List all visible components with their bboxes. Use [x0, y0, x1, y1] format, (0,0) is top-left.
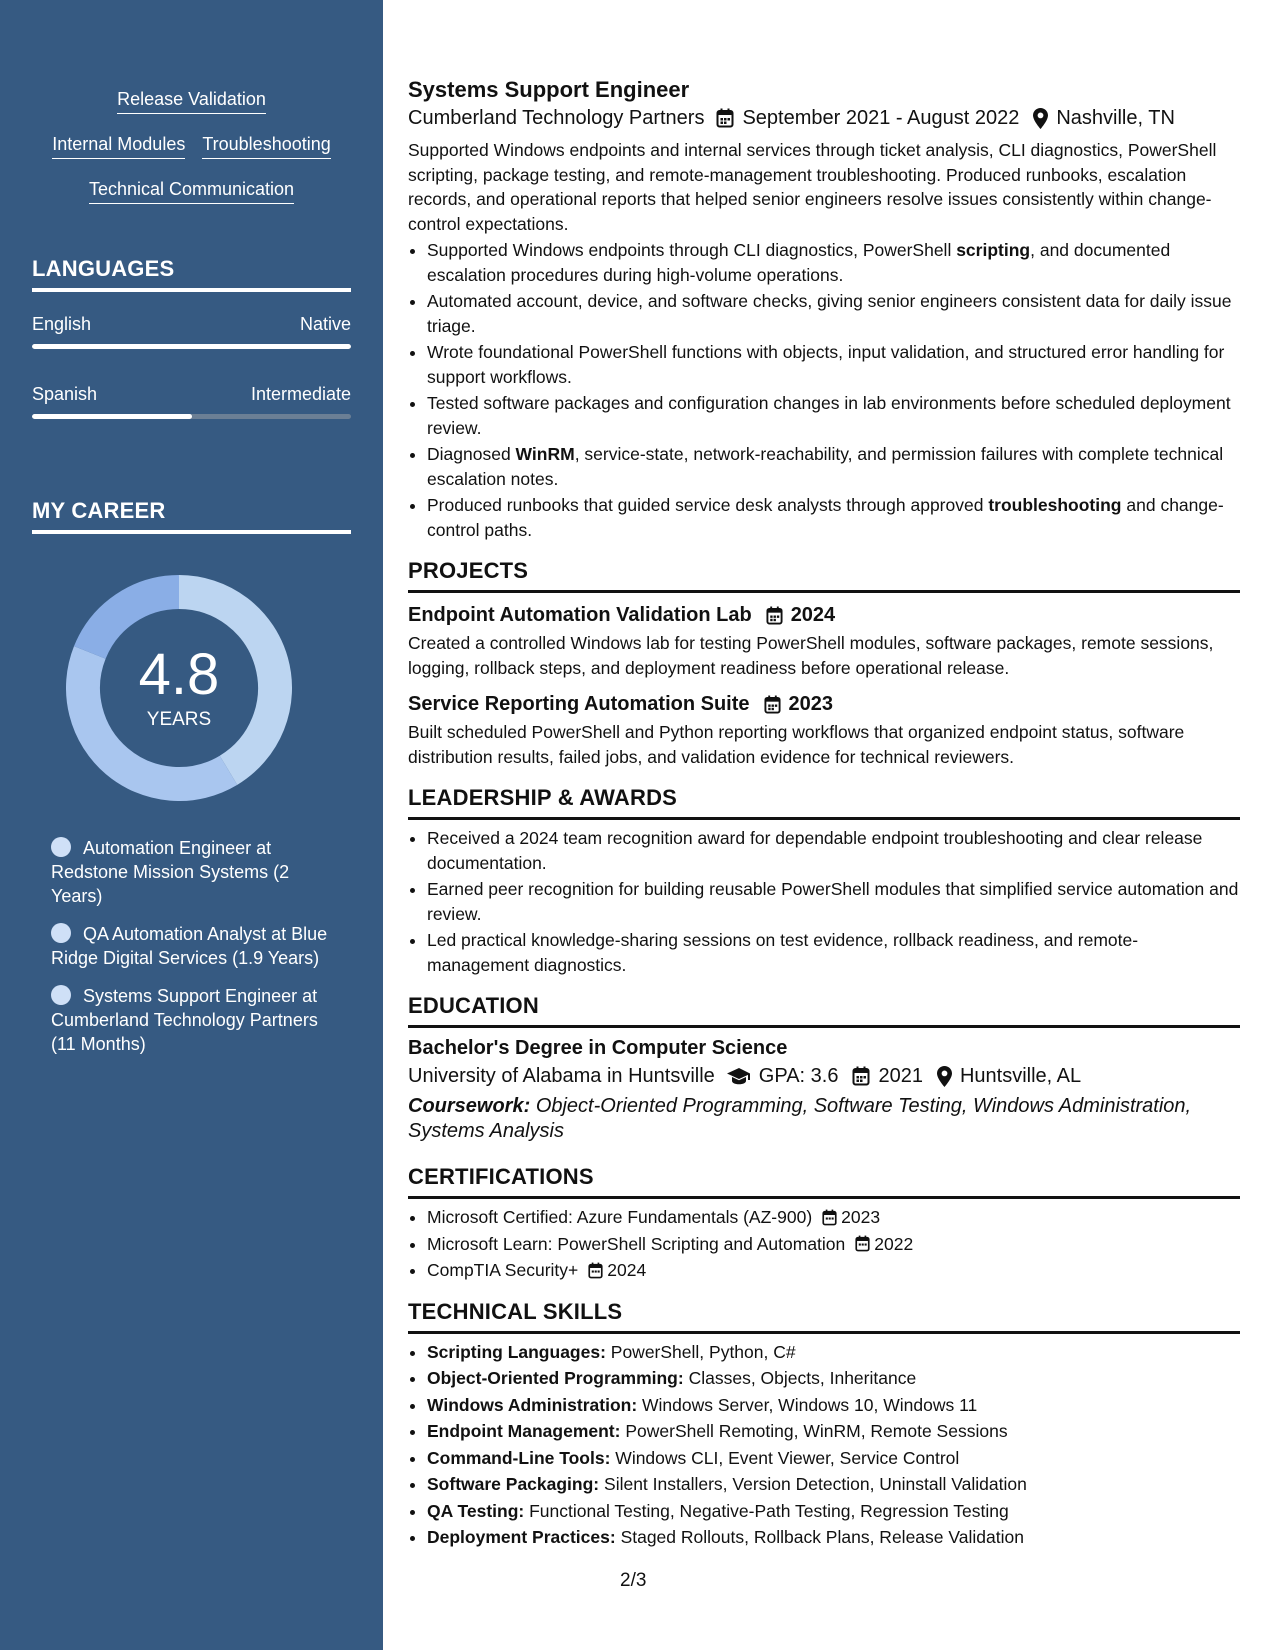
skill-item: • Command-Line Tools: Windows CLI, Event Viewer, Service Control [427, 1446, 1240, 1471]
skill-tag: Release Validation [117, 88, 266, 114]
language-proficiency-bar [32, 414, 351, 419]
career-total-value: 4.8 [138, 642, 220, 707]
calendar-icon [764, 695, 781, 714]
skill-item: • Software Packaging: Silent Installers, Version Detection, Uninstall Validation [427, 1472, 1240, 1497]
language-level: Native [299, 314, 351, 334]
career-item [51, 922, 341, 970]
certification-year: 2022 [874, 1233, 914, 1254]
gpa: GPA: 3.6 [758, 1065, 839, 1087]
certification-name: • CompTIA Security+ [427, 1260, 579, 1280]
project-description: Built scheduled PowerShell and Python reporting workflows that organized endpoint status, software distribution results, failed jobs, and validation evidence for technical reviewers. [408, 722, 1185, 767]
language-name: Spanish [32, 384, 98, 404]
leadership-item: • Led practical knowledge-sharing sessions on test evidence, rollback readiness, and remote-management diagnostics. [427, 928, 1240, 977]
bullet-dot-icon [51, 837, 71, 857]
job-meta [408, 104, 1240, 132]
calendar-icon [766, 606, 783, 625]
degree-title: Bachelor's Degree in Computer Science [408, 1037, 788, 1059]
language-row [32, 384, 351, 405]
skill-item: • Endpoint Management: PowerShell Remoting, WinRM, Remote Sessions [427, 1419, 1240, 1444]
job-dates: September 2021 - August 2022 [742, 107, 1020, 129]
project-year: 2024 [790, 604, 836, 626]
certification-item [427, 1205, 1240, 1230]
skill-tag: Technical Communication [89, 178, 294, 204]
certification-year: 2024 [607, 1260, 647, 1280]
job-bullet: • Wrote foundational PowerShell functions with objects, input validation, and structured error handling for support workflows. [427, 340, 1240, 389]
leadership-heading: LEADERSHIP & AWARDS [408, 785, 1240, 820]
project-year: 2023 [788, 693, 834, 715]
career-list [51, 836, 341, 1070]
career-donut-chart [66, 575, 292, 801]
job-title: Systems Support Engineer [408, 77, 690, 102]
career-item [51, 984, 341, 1056]
skill-item: • Deployment Practices: Staged Rollouts, Rollback Plans, Release Validation [427, 1525, 1240, 1550]
leadership-item: • Received a 2024 team recognition award for dependable endpoint troubleshooting and clear release documentation. [427, 826, 1240, 875]
languages-heading: LANGUAGES [32, 256, 351, 292]
skill-item: • Scripting Languages: PowerShell, Python, C# [427, 1340, 1240, 1365]
language-proficiency-fill [32, 414, 192, 419]
job-bullet: • Diagnosed WinRM, service-state, network-reachability, and permission failures with complete technical escalation notes. [427, 442, 1240, 491]
job-bullet: • Produced runbooks that guided service desk analysts through approved troubleshooting and change-control paths. [427, 493, 1240, 542]
education-meta [408, 1062, 1240, 1090]
leadership-list [408, 826, 1240, 977]
graduation-cap-icon [727, 1067, 751, 1085]
project-title-row [408, 601, 1240, 629]
school-location: Huntsville, AL [959, 1065, 1082, 1087]
skill-tag: Troubleshooting [202, 133, 330, 159]
calendar-icon [716, 108, 734, 128]
skill-tag: Internal Modules [52, 133, 185, 159]
career-item-text: QA Automation Analyst at Blue Ridge Digital Services (1.9 Years) [51, 924, 328, 968]
bullet-dot-icon [51, 923, 71, 943]
career-total-unit: YEARS [146, 709, 212, 730]
language-row [32, 314, 351, 335]
coursework-label: Coursework: [408, 1095, 531, 1117]
career-item-text: Systems Support Engineer at Cumberland Technology Partners (11 Months) [51, 986, 318, 1054]
certification-name: • Microsoft Learn: PowerShell Scripting and Automation [427, 1233, 846, 1254]
skill-item: • Object-Oriented Programming: Classes, Objects, Inheritance [427, 1366, 1240, 1391]
certifications-list [408, 1205, 1240, 1283]
job-bullets [408, 238, 1240, 542]
project-description: Created a controlled Windows lab for testing PowerShell modules, software packages, remote sessions, logging, rollback steps, and deployment readiness before operational release. [408, 633, 1214, 678]
job-bullet: • Automated account, device, and software checks, giving senior engineers consistent data for daily issue triage. [427, 289, 1240, 338]
location-pin-icon [1033, 108, 1048, 129]
career-item [51, 836, 341, 908]
school-name: University of Alabama in Huntsville [408, 1065, 715, 1087]
career-item-text: Automation Engineer at Redstone Mission Systems (2 Years) [51, 838, 290, 906]
job-summary: Supported Windows endpoints and internal services through ticket analysis, CLI diagnostics, PowerShell scripting, package testing, and remote-management troubleshooting. Produced runbooks, escalation records, and operational reports that helped senior engineers resolve issues consistently within change-control expectations. [408, 140, 1217, 234]
language-level: Intermediate [250, 384, 351, 404]
page-number: 2/3 [620, 1570, 647, 1591]
language-proficiency-fill [32, 344, 351, 349]
skill-tags-row [32, 178, 351, 204]
career-heading: MY CAREER [32, 498, 351, 534]
company-name: Cumberland Technology Partners [408, 107, 705, 129]
calendar-icon [588, 1262, 603, 1279]
location-pin-icon [937, 1066, 952, 1087]
coursework-list: Object-Oriented Programming, Software Testing, Windows Administration, Systems Analysis [408, 1095, 1192, 1142]
project-title: Endpoint Automation Validation Lab [408, 604, 752, 626]
certification-name: • Microsoft Certified: Azure Fundamentals (AZ-900) [427, 1207, 813, 1227]
job-bullet: • Supported Windows endpoints through CLI diagnostics, PowerShell scripting, and documented escalation procedures during high-volume operations. [427, 238, 1240, 287]
calendar-icon [822, 1209, 837, 1226]
calendar-icon [855, 1235, 870, 1252]
project-title-row [408, 690, 1240, 718]
language-proficiency-bar [32, 344, 351, 349]
skills-list [408, 1340, 1240, 1550]
coursework [408, 1094, 1240, 1144]
skills-heading: TECHNICAL SKILLS [408, 1299, 1240, 1334]
certification-year: 2023 [841, 1207, 881, 1227]
bullet-dot-icon [51, 985, 71, 1005]
calendar-icon [852, 1066, 870, 1086]
graduation-year: 2021 [878, 1065, 923, 1087]
skill-item: • QA Testing: Functional Testing, Negative-Path Testing, Regression Testing [427, 1499, 1240, 1524]
leadership-item: • Earned peer recognition for building reusable PowerShell modules that simplified service automation and review. [427, 877, 1240, 926]
skill-item: • Windows Administration: Windows Server, Windows 10, Windows 11 [427, 1393, 1240, 1418]
projects-heading: PROJECTS [408, 558, 1240, 593]
skill-tags-row [32, 133, 351, 159]
language-name: English [32, 314, 92, 334]
education-heading: EDUCATION [408, 993, 1240, 1028]
project-title: Service Reporting Automation Suite [408, 693, 750, 715]
certification-item [427, 1232, 1240, 1257]
certifications-heading: CERTIFICATIONS [408, 1164, 1240, 1199]
main-content [408, 76, 1240, 1552]
certification-item [427, 1258, 1240, 1283]
sidebar [0, 0, 383, 1650]
job-bullet: • Tested software packages and configuration changes in lab environments before scheduled deployment review. [427, 391, 1240, 440]
skill-tags-row [32, 88, 351, 114]
job-location: Nashville, TN [1056, 107, 1175, 129]
